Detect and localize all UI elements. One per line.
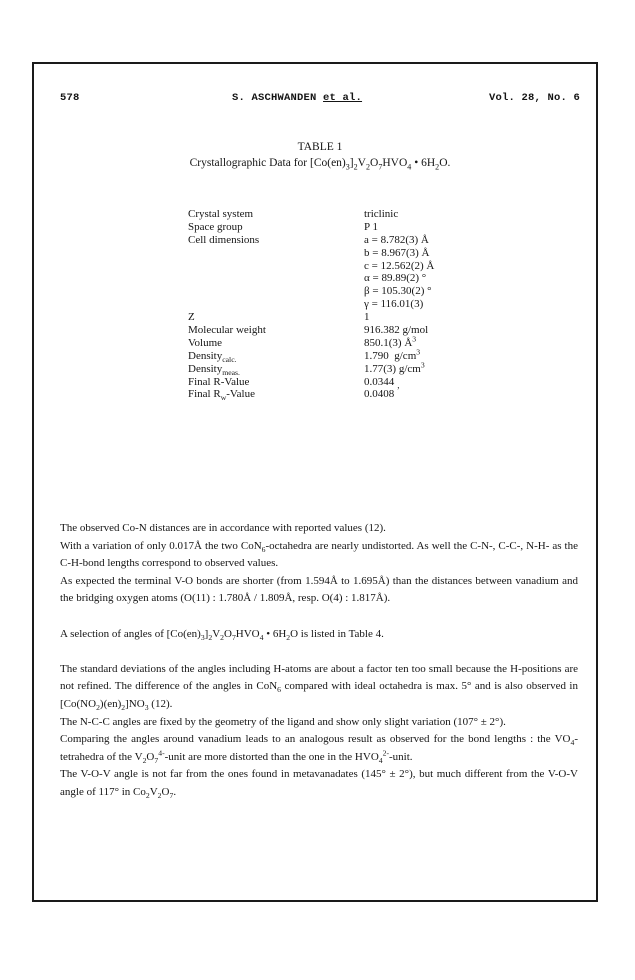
row-label <box>188 285 364 298</box>
table-row <box>188 208 514 221</box>
table-row <box>188 221 514 234</box>
table-row <box>188 311 514 324</box>
crystal-data-table <box>188 208 514 401</box>
row-label: Final R-Value <box>188 375 250 388</box>
row-label: Cell dimensions <box>188 233 260 246</box>
paragraph: With a variation of only 0.017Å the two CoN$_6$-octahedra are nearly undistorted. As well the C-N-, C-C-, N-H- as the C-H-bond lengths correspond to observed values. <box>60 539 578 570</box>
row-value: 1.77(3) $g/cm^3$ <box>364 360 425 375</box>
paragraph: Comparing the angles around vanadium leads to an analogous result as observed for the bond lengths : the $VO_4$-tetrahedra of the $V_2O_7^{4-}$-unit are more distorted than the one in the $HVO_4^{2-}$-unit. <box>60 733 578 765</box>
table-row <box>188 334 514 350</box>
table-row <box>188 234 514 247</box>
row-value: 0.0344 , <box>364 375 400 390</box>
row-value: γ = 116.01(3) <box>364 298 424 311</box>
author-line <box>232 92 362 104</box>
table-row <box>188 347 514 364</box>
table-row <box>188 360 514 377</box>
table-row <box>188 260 514 273</box>
table-row <box>188 247 514 260</box>
running-header <box>60 92 580 108</box>
row-value: 1 <box>364 311 370 324</box>
author-etal: et al. <box>323 92 363 104</box>
row-value: P 1 <box>364 220 378 233</box>
row-label <box>188 260 364 273</box>
author-names: S. ASCHWANDEN <box>232 92 317 104</box>
table-row <box>188 298 514 311</box>
row-value: 1.790 $g/cm^3$ <box>364 347 421 362</box>
row-label <box>188 247 364 260</box>
row-label: Density$_{meas.}$ <box>188 362 240 377</box>
table-row <box>188 388 514 401</box>
row-label: Density$_{calc.}$ <box>188 349 237 364</box>
row-value: 0.0408 <box>364 388 395 401</box>
paragraph: The N-C-C angles are fixed by the geometry of the ligand and show only slight variation (107° ± 2°). <box>60 715 506 728</box>
table-row <box>188 324 514 337</box>
paragraph: The standard deviations of the angles including H-atoms are about a factor ten too small because the H-positions are not refined. The difference of the angles in CoN$_6$ compared with ideal octahedra is max. 5° and is also observed in $[Co(NO_2)(en)_2]NO_3$ (12). <box>60 662 578 713</box>
row-label: Space group <box>188 220 243 233</box>
table-row <box>188 376 514 389</box>
table-row <box>188 285 514 298</box>
table-row <box>188 272 514 285</box>
table-caption: Crystallographic Data for $[Co(en)_3]_2V_2O_7HVO_4$ • $6H_2O$. <box>189 157 451 172</box>
row-value: c = 12.562(2) Å <box>364 259 435 272</box>
row-value: 916.382 g/mol <box>364 324 429 337</box>
page-number: 578 <box>60 92 80 104</box>
row-label: Z <box>188 311 195 324</box>
row-value: α = 89.89(2) ° <box>364 272 427 285</box>
row-label: Volume <box>188 336 223 349</box>
row-label <box>188 272 364 285</box>
row-value: b = 8.967(3) Å <box>364 246 430 259</box>
paragraph: As expected the terminal V-O bonds are shorter (from 1.594Å to 1.695Å) than the distances between vanadium and the bridging oxygen atoms (O(11) : 1.780Å / 1.809Å, resp. O(4) : 1.817Å). <box>60 574 578 605</box>
paragraph: A selection of angles of $[Co(en)_3]_2V_2O_7HVO_4$ • $6H_2O$ is listed in Table 4. <box>60 627 384 642</box>
row-value: triclinic <box>364 208 399 220</box>
paragraph: The observed Co-N distances are in accordance with reported values (12). <box>60 522 386 534</box>
volume-issue: Vol. 28, No. 6 <box>488 92 580 104</box>
row-label: Crystal system <box>188 208 254 220</box>
row-label: Final $R_w$-Value <box>188 388 255 403</box>
table-title: TABLE 1 <box>297 141 343 153</box>
row-value: β = 105.30(2) ° <box>364 285 432 298</box>
body-text <box>60 520 578 802</box>
row-label <box>188 298 364 311</box>
row-value: a = 8.782(3) Å <box>364 233 429 246</box>
row-label: Molecular weight <box>188 324 266 337</box>
row-value: 850.1(3) $Å^3$ <box>364 334 417 349</box>
paragraph: The V-O-V angle is not far from the ones found in metavanadates (145° ± 2°), but much different from the V-O-V angle of 117° in $Co_2V_2O_7$. <box>60 768 578 801</box>
